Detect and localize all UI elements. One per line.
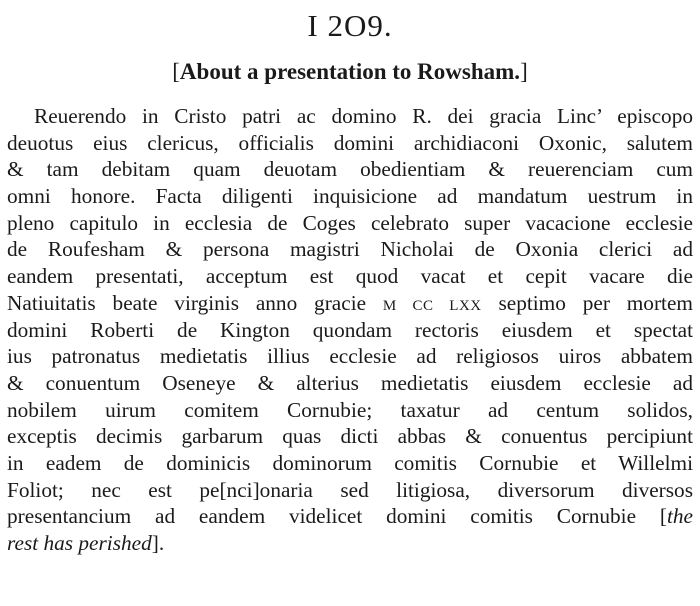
editorial-note: rest has perished bbox=[7, 531, 152, 555]
text-line: ius patronatus medietatis illius ecclesie ad religiosos uiros abbatem bbox=[7, 344, 693, 369]
text-line: nobilem uirum comitem Cornubie; taxatur ad centum solidos, bbox=[7, 397, 693, 422]
text-line: & tam debitam quam deuotam obedientiam & reuerenciam cum bbox=[7, 157, 693, 182]
editorial-note: the bbox=[666, 504, 693, 529]
text-line bbox=[7, 530, 693, 557]
heading-open-bracket: [ bbox=[172, 59, 180, 84]
text-line: deuotus eius clericus, officialis domini archidiaconi Oxonic, salutem bbox=[7, 130, 693, 155]
line-text: ]. bbox=[151, 531, 165, 555]
text-line: domini Roberti de Kington quondam rectoris eiusdem et spectat bbox=[7, 317, 693, 342]
text-line bbox=[7, 503, 693, 530]
text-line: pleno capitulo in ecclesia de Coges celebrato super vacacione ecclesie bbox=[7, 210, 693, 235]
line-text: septimo per mortem bbox=[498, 290, 693, 315]
text-line: eandem presentati, acceptum est quod vacat et cepit vacare die bbox=[7, 264, 693, 289]
heading-text: About a presentation to Rowsham. bbox=[179, 59, 521, 84]
text-line: de Roufesham & persona magistri Nicholai de Oxonia clerici ad bbox=[7, 237, 693, 262]
document-heading bbox=[0, 58, 700, 86]
document-number: I 2O9. bbox=[307, 8, 393, 43]
text-line: Foliot; nec est pe[nci]onaria sed litigiosa, diversorum diversos bbox=[7, 477, 693, 502]
text-line: omni honore. Facta diligenti inquisicione ad mandatum uestrum in bbox=[7, 184, 693, 209]
roman-numeral-year: M CC LXX bbox=[382, 297, 482, 314]
line-text: presentancium ad eandem videlicet domini comitis Cornubie [ bbox=[7, 504, 667, 529]
text-line: in eadem de dominicis dominorum comitis Cornubie et Willelmi bbox=[7, 450, 693, 475]
text-line bbox=[7, 290, 693, 317]
text-line: & conuentum Oseneye & alterius medietatis eiusdem ecclesie ad bbox=[7, 370, 693, 395]
heading-close-bracket: ] bbox=[520, 59, 528, 84]
document-body bbox=[7, 103, 693, 557]
line-text: Natiuitatis beate virginis anno gracie bbox=[7, 290, 367, 315]
text-line: exceptis decimis garbarum quas dicti abbas & conuentus percipiunt bbox=[7, 424, 693, 449]
text-line: Reuerendo in Cristo patri ac domino R. dei gracia Linc’ episcopo bbox=[34, 104, 693, 128]
